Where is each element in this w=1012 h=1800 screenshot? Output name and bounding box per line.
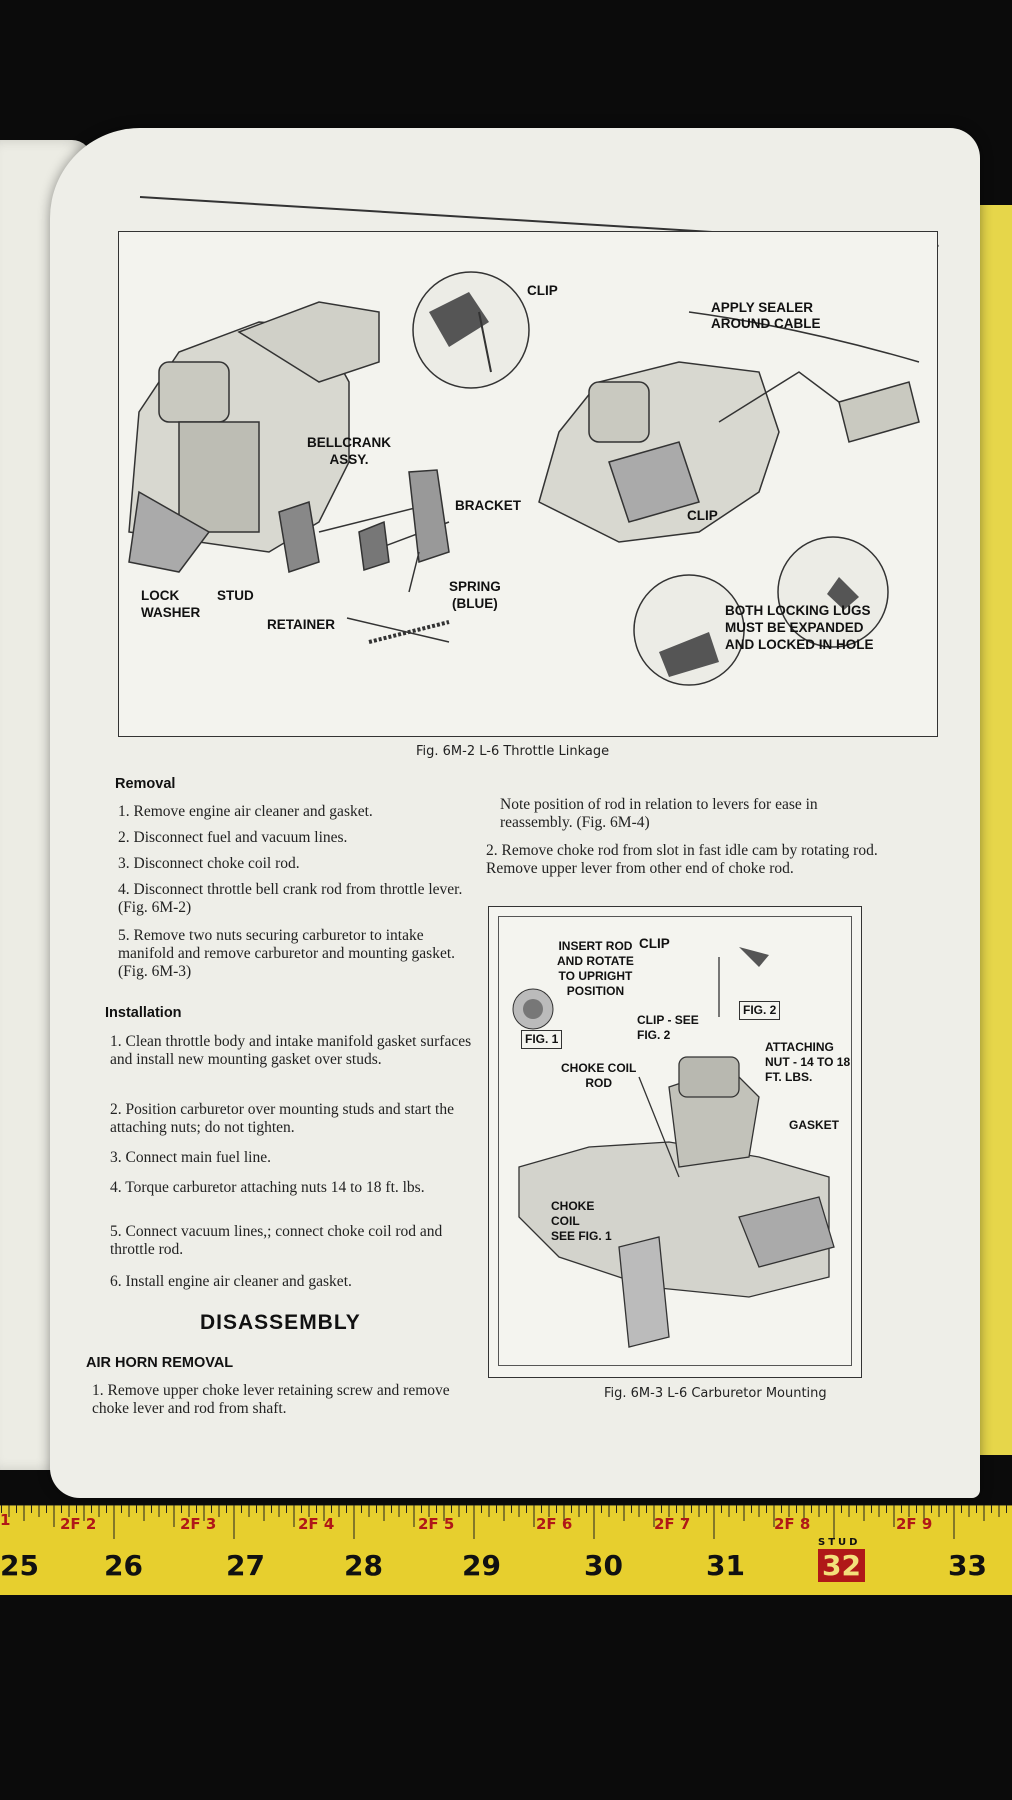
installation-step: 3. Connect main fuel line.	[110, 1149, 271, 1166]
label-bracket: BRACKET	[455, 498, 521, 513]
tape-inch-number: 33	[948, 1549, 987, 1582]
figure2-caption: Fig. 6M-3 L-6 Carburetor Mounting	[604, 1386, 827, 1401]
note-text: Note position of rod in relation to levers for ease in reassembly. (Fig. 6M-4)	[500, 796, 818, 831]
tape-foot-mark: 2F 8	[774, 1515, 811, 1533]
tape-foot-mark: 2F 3	[180, 1515, 217, 1533]
tape-foot-mark: 2F 4	[298, 1515, 335, 1533]
installation-heading: Installation	[105, 1005, 182, 1021]
installation-step: 5. Connect vacuum lines,; connect choke coil rod and throttle rod.	[110, 1223, 443, 1258]
label-apply-sealer: APPLY SEALER AROUND CABLE	[711, 300, 821, 331]
tape-inch-number: 26	[104, 1549, 143, 1582]
air-horn-heading: AIR HORN REMOVAL	[86, 1355, 234, 1371]
fig2-label-choke-coil: CHOKE COIL SEE FIG. 1	[551, 1199, 612, 1243]
tape-measure	[0, 1505, 1012, 1595]
label-locking-lugs: BOTH LOCKING LUGS MUST BE EXPANDED AND LOCKED IN HOLE	[725, 603, 874, 652]
fig2-label-insert-rod: INSERT ROD AND ROTATE TO UPRIGHT POSITION	[557, 939, 634, 998]
fig2-box: FIG. 2	[739, 1001, 780, 1020]
label-retainer: RETAINER	[267, 617, 336, 632]
tape-foot-mark: 2F 9	[896, 1515, 933, 1533]
tape-inch-number: 25	[0, 1549, 39, 1582]
tape-foot-mark: 1	[0, 1511, 11, 1529]
label-clip-top: CLIP	[527, 283, 558, 298]
carburetor-illustration	[499, 917, 851, 1365]
label-bellcrank: BELLCRANK ASSY.	[307, 435, 391, 467]
right-step-2: 2. Remove choke rod from slot in fast idle cam by rotating rod. Remove upper lever from other end of choke rod.	[486, 842, 878, 877]
tape-foot-mark: 2F 6	[536, 1515, 573, 1533]
installation-step: 4. Torque carburetor attaching nuts 14 to 18 ft. lbs.	[110, 1179, 425, 1196]
label-lock-washer: LOCK WASHER	[141, 588, 201, 620]
label-spring: SPRING (BLUE)	[449, 579, 501, 611]
tape-foot-mark: 2F 7	[654, 1515, 691, 1533]
removal-heading: Removal	[115, 776, 176, 792]
fig2-label-choke-coil-rod: CHOKE COIL ROD	[561, 1061, 637, 1090]
tape-inch-number: 31	[706, 1549, 745, 1582]
tape-inch-number: 30	[584, 1549, 623, 1582]
fig1-box: FIG. 1	[521, 1030, 562, 1049]
fig2-label-clip: CLIP	[639, 936, 670, 951]
disassembly-step: 1. Remove upper choke lever retaining screw and remove choke lever and rod from shaft.	[92, 1382, 450, 1417]
tape-foot-mark: 2F 5	[418, 1515, 455, 1533]
removal-step: 2. Disconnect fuel and vacuum lines.	[118, 829, 348, 846]
tape-foot-mark: 2F 2	[60, 1515, 97, 1533]
installation-step: 6. Install engine air cleaner and gasket.	[110, 1273, 352, 1290]
label-stud: STUD	[217, 588, 254, 603]
removal-step: 4. Disconnect throttle bell crank rod from throttle lever. (Fig. 6M-2)	[118, 881, 463, 916]
label-clip-right: CLIP	[687, 508, 718, 523]
tape-inch-number: 28	[344, 1549, 383, 1582]
tape-inch-number: 29	[462, 1549, 501, 1582]
removal-step: 1. Remove engine air cleaner and gasket.	[118, 803, 373, 820]
tape-stud-label: STUD	[818, 1537, 861, 1548]
removal-step: 5. Remove two nuts securing carburetor to intake manifold and remove carburetor and mounting gasket. (Fig. 6M-3)	[118, 927, 456, 980]
figure-throttle-linkage	[118, 231, 938, 737]
figure1-caption: Fig. 6M-2 L-6 Throttle Linkage	[416, 744, 610, 759]
installation-step: 1. Clean throttle body and intake manifold gasket surfaces and install new mounting gasket over studs.	[110, 1033, 472, 1068]
tape-inch-number-highlight: 32	[818, 1549, 865, 1582]
tape-inch-number: 27	[226, 1549, 265, 1582]
figure-carburetor-mounting	[488, 906, 862, 1378]
fig2-label-attaching-nut: ATTACHING NUT - 14 TO 18 FT. LBS.	[765, 1040, 851, 1084]
fig2-label-clip-see: CLIP - SEE FIG. 2	[637, 1013, 699, 1042]
manual-page	[50, 128, 980, 1498]
removal-step: 3. Disconnect choke coil rod.	[118, 855, 300, 872]
installation-step: 2. Position carburetor over mounting studs and start the attaching nuts; do not tighten.	[110, 1101, 454, 1136]
disassembly-heading: DISASSEMBLY	[200, 1311, 361, 1334]
figure2-frame	[498, 916, 852, 1366]
fig2-label-gasket: GASKET	[789, 1118, 840, 1132]
